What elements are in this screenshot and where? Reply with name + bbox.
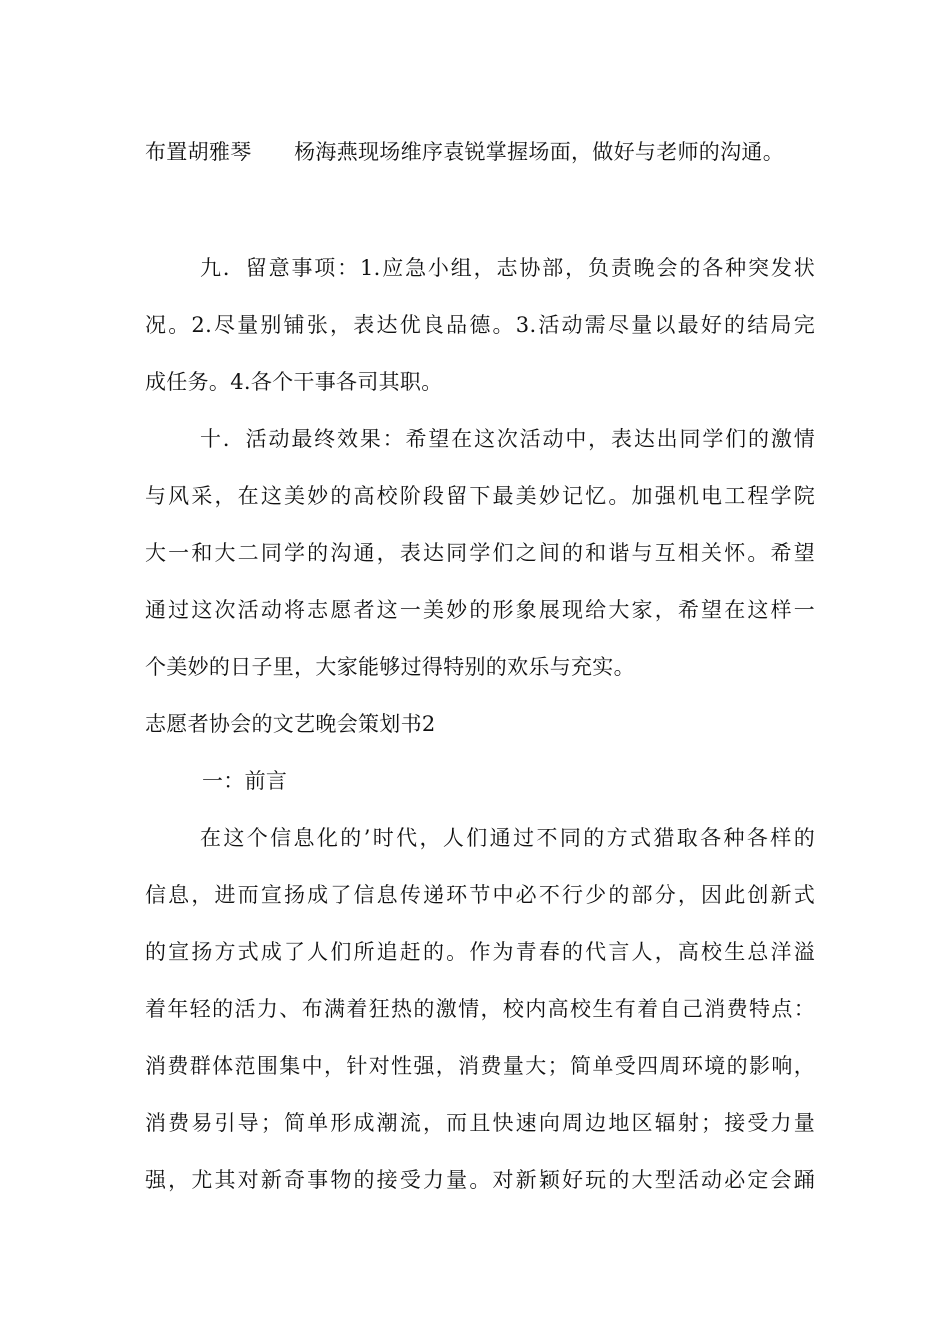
text-line: 着年轻的活力、布满着狂热的激情，校内高校生有着自己消费特点： — [145, 997, 815, 1021]
text-line: 消费易引导；简单形成潮流，而且快速向周边地区辐射；接受力量 — [145, 1111, 815, 1135]
section-heading-preface: 一：前言 — [202, 769, 288, 793]
text-line-item-ten: 十．活动最终效果：希望在这次活动中，表达出同学们的激情 — [200, 427, 815, 451]
section-title: 志愿者协会的文艺晚会策划书2 — [145, 712, 436, 736]
text-line: 强，尤其对新奇事物的接受力量。对新颖好玩的大型活动必定会踊 — [145, 1168, 815, 1192]
text-line: 与风采，在这美妙的高校阶段留下最美妙记忆。加强机电工程学院 — [145, 484, 815, 508]
text-line: 况。2.尽量别铺张，表达优良品德。3.活动需尽量以最好的结局完 — [145, 313, 815, 337]
text-line-item-nine: 九．留意事项：1.应急小组，志协部，负责晚会的各种突发状 — [200, 256, 815, 280]
text-line: 个美妙的日子里，大家能够过得特别的欢乐与充实。 — [145, 655, 635, 679]
text-line: 大一和大二同学的沟通，表达同学们之间的和谐与互相关怀。希望 — [145, 541, 815, 565]
text-line: 通过这次活动将志愿者这一美妙的形象展现给大家，希望在这样一 — [145, 598, 815, 622]
text-line: 的宣扬方式成了人们所追赶的。作为青春的代言人，高校生总洋溢 — [145, 940, 815, 964]
text-line: 成任务。4.各个干事各司其职。 — [145, 370, 443, 394]
text-line-staff-arrangement: 布置胡雅琴 杨海燕现场维序袁锐掌握场面，做好与老师的沟通。 — [145, 140, 784, 164]
text-line: 信息，进而宣扬成了信息传递环节中必不行少的部分，因此创新式 — [145, 883, 815, 907]
text-line: 消费群体范围集中，针对性强，消费量大；简单受四周环境的影响， — [145, 1054, 815, 1078]
text-line-paragraph-start: 在这个信息化的’时代，人们通过不同的方式猎取各种各样的 — [200, 826, 815, 850]
